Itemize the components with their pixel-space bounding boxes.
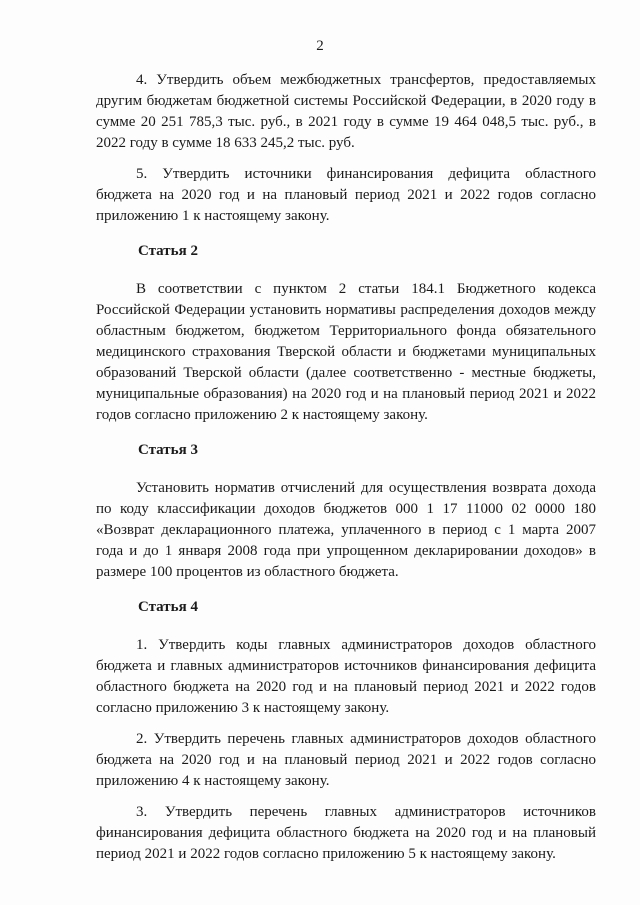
- article-4-item-3: 3. Утвердить перечень главных администраторов источников финансирования дефицита областного бюджета на 2020 год и на плановый период 2021 и 2022 годов согласно приложению 5 к настоящему закону.: [96, 804, 596, 862]
- page-number: 2: [316, 38, 324, 54]
- article-3-heading: Статья 3: [138, 442, 198, 458]
- article-3-text: Установить норматив отчислений для осуществления возврата дохода по коду классификации доходов бюджетов 000 1 17 11000 02 0000 180 «Возврат декларационного платежа, уплаченного в период с 1 марта 2007 года и до 1 января 2008 года при упрощенном декларировании доходов» в размере 100 процентов из областного бюджета.: [96, 480, 596, 580]
- article-4-heading: Статья 4: [138, 599, 198, 615]
- article-4-item-2: 2. Утвердить перечень главных администраторов доходов областного бюджета на 2020 год и на плановый период 2021 и 2022 годов согласно приложению 4 к настоящему закону.: [96, 731, 596, 789]
- article-2-text: В соответствии с пунктом 2 статьи 184.1 Бюджетного кодекса Российской Федерации установить нормативы распределения доходов между областным бюджетом, бюджетом Территориального фонда обязательного медицинского страхования Тверской области и бюджетами муниципальных образований Тверской области (далее соответственно - местные бюджеты, муниципальные образования) на 2020 год и на плановый период 2021 и 2022 годов согласно приложению 2 к настоящему закону.: [96, 281, 596, 423]
- article-2-heading: Статья 2: [138, 243, 198, 259]
- document-body: [96, 70, 596, 875]
- paragraph-4: 4. Утвердить объем межбюджетных трансфертов, предоставляемых другим бюджетам бюджетной системы Российской Федерации, в 2020 году в сумме 20 251 785,3 тыс. руб., в 2021 году в сумме 19 464 048,5 тыс. руб., в 2022 году в сумме 18 633 245,2 тыс. руб.: [96, 72, 596, 151]
- paragraph-5: 5. Утвердить источники финансирования дефицита областного бюджета на 2020 год и на плановый период 2021 и 2022 годов согласно приложению 1 к настоящему закону.: [96, 166, 596, 224]
- article-4-item-1: 1. Утвердить коды главных администраторов доходов областного бюджета и главных администраторов источников финансирования дефицита областного бюджета на 2020 год и на плановый период 2021 и 2022 годов согласно приложению 3 к настоящему закону.: [96, 637, 596, 716]
